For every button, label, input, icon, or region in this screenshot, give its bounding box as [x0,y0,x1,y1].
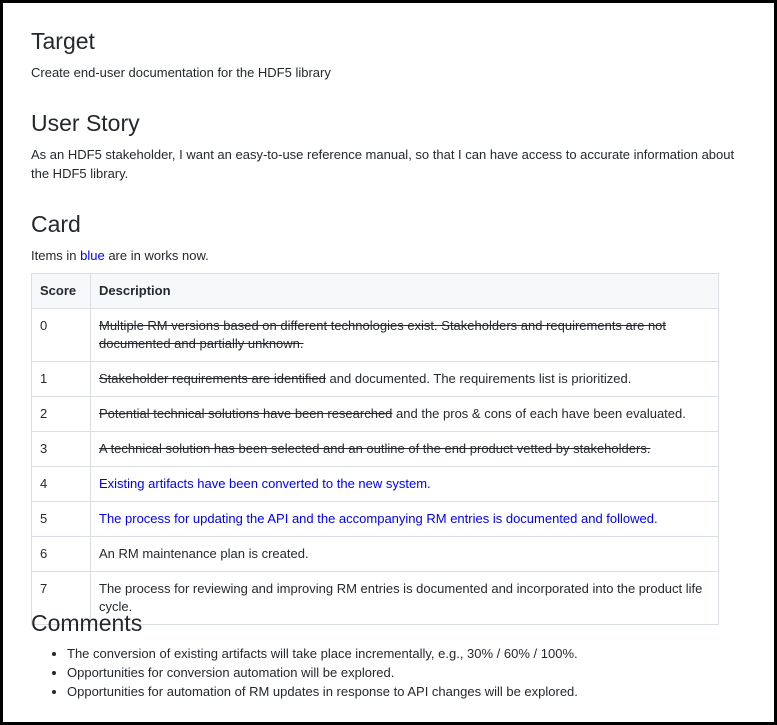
blue-link[interactable]: blue [80,248,105,263]
column-header-score: Score [32,274,91,309]
description-cell [91,467,719,502]
table-row [32,537,719,572]
completed-text: Stakeholder requirements are identified [99,371,326,386]
description-cell [91,572,719,625]
description-text: The process for reviewing and improving RM entries is documented and incorporated into the product life cycle. [99,581,703,614]
score-cell: 3 [32,432,91,467]
description-text: The process for updating the API and the accompanying RM entries is documented and followed. [99,511,658,526]
description-cell [91,537,719,572]
card-intro-suffix: are in works now. [104,248,209,263]
description-text: An RM maintenance plan is created. [99,546,309,561]
description-text: and documented. The requirements list is prioritized. [325,371,632,386]
score-cell: 7 [32,572,91,625]
column-header-description: Description [91,274,719,309]
score-cell: 1 [32,362,91,397]
target-text: Create end-user documentation for the HDF5 library [31,65,331,80]
card-heading: Card [31,211,81,237]
target-heading: Target [31,28,95,54]
completed-text: Potential technical solutions have been researched [99,406,393,421]
description-cell [91,397,719,432]
description-cell [91,362,719,397]
table-row [32,467,719,502]
table-row [32,309,719,362]
score-cell: 2 [32,397,91,432]
user-story-heading: User Story [31,110,140,136]
comment-item: • Opportunities for conversion automation will be explored. [67,663,578,682]
table-body [32,309,719,625]
table-row [32,362,719,397]
table-header-row [32,274,719,309]
table-row [32,432,719,467]
description-text: Existing artifacts have been converted to the new system. [99,476,431,491]
comments-heading: Comments [31,610,143,636]
description-cell [91,502,719,537]
description-cell [91,432,719,467]
table-row [32,397,719,432]
description-text: and the pros & cons of each have been evaluated. [392,406,686,421]
score-cell: 5 [32,502,91,537]
comment-item: • Opportunities for automation of RM updates in response to API changes will be explored. [67,682,578,701]
score-cell: 4 [32,467,91,502]
description-cell [91,309,719,362]
completed-text: Multiple RM versions based on different technologies exist. Stakeholders and requirements are not documented and partially unknown. [99,318,667,351]
score-cell: 6 [32,537,91,572]
table-row [32,502,719,537]
score-card-table [31,273,719,625]
comment-item: • The conversion of existing artifacts will take place incrementally, e.g., 30% / 60% / 100%. [67,644,578,663]
score-cell: 0 [32,309,91,362]
completed-text: A technical solution has been selected and an outline of the end product vetted by stakeholders. [99,441,651,456]
user-story-text: As an HDF5 stakeholder, I want an easy-to-use reference manual, so that I can have access to accurate information about the HDF5 library. [31,147,735,181]
card-intro-prefix: Items in [31,248,81,263]
card-intro [31,246,746,265]
comments-list [31,644,578,701]
